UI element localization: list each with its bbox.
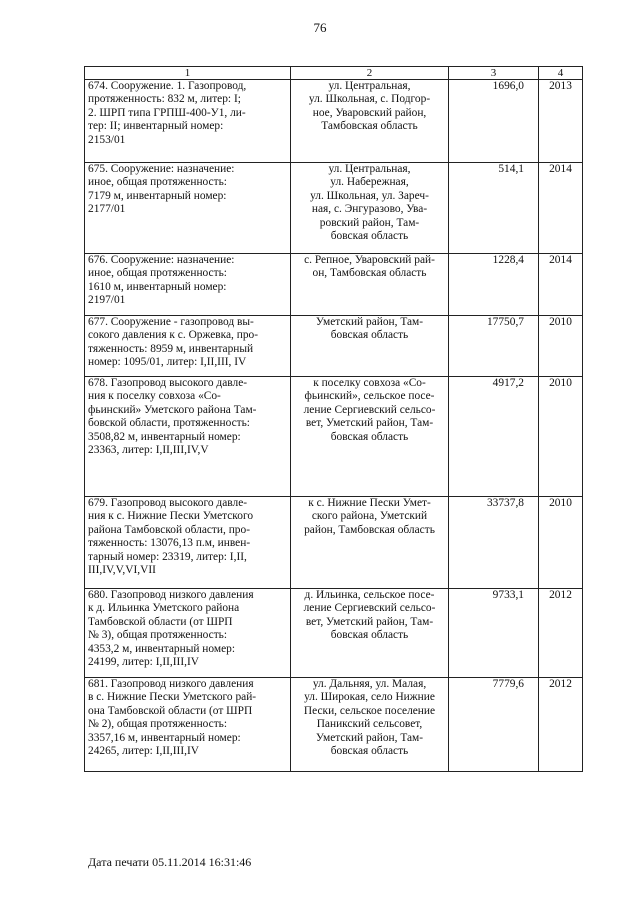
table-row <box>85 254 583 316</box>
column-header-4: 4 <box>539 67 583 80</box>
table-row <box>85 163 583 254</box>
object-value: 4917,2 <box>449 377 539 497</box>
object-value: 1696,0 <box>449 80 539 163</box>
object-description-text: 681. Газопровод низкого давления в с. Нижние Пески Уметского рай- она Тамбовской области (от ШРП № 2), общая протяженность: 3357,16 м, инвентарный номер: 24265, литер: I,II,III,IV <box>88 678 257 758</box>
object-description <box>85 254 291 316</box>
object-year: 2010 <box>539 497 583 589</box>
print-date-footer: Дата печати 05.11.2014 16:31:46 <box>88 855 252 869</box>
object-year: 2010 <box>539 377 583 497</box>
object-description-text: 676. Сооружение: назначение: иное, общая протяженность: 1610 м, инвентарный номер: 2197/01 <box>88 254 235 307</box>
object-description-text: 678. Газопровод высокого давле- ния к поселку совхоза «Со- фьинский» Уметского района Там- бовской области, протяженность: 3508,82 м, инвентарный номер: 23363, литер: I,II,III,IV,V <box>88 377 257 457</box>
object-location <box>291 316 449 377</box>
object-location-text: д. Ильинка, сельское посе- ление Сергиевский сельсо- вет, Уметский район, Там- бовская область <box>303 589 436 642</box>
object-year: 2012 <box>539 678 583 772</box>
object-value: 9733,1 <box>449 589 539 678</box>
object-value: 7779,6 <box>449 678 539 772</box>
table-row <box>85 80 583 163</box>
property-registry-table <box>84 66 583 772</box>
object-value: 33737,8 <box>449 497 539 589</box>
object-location-text: ул. Центральная, ул. Набережная, ул. Школьная, ул. Зареч- ная, с. Энгуразово, Ува- ровский район, Там- бовская область <box>310 163 429 243</box>
object-location-text: с. Репное, Уваровский рай- он, Тамбовская область <box>304 254 435 280</box>
object-year: 2014 <box>539 254 583 316</box>
object-location <box>291 678 449 772</box>
object-value: 1228,4 <box>449 254 539 316</box>
column-header-3: 3 <box>449 67 539 80</box>
object-location-text: ул. Центральная, ул. Школьная, с. Подгор- ное, Уваровский район, Тамбовская область <box>308 80 431 133</box>
object-year: 2012 <box>539 589 583 678</box>
object-location <box>291 254 449 316</box>
object-description <box>85 497 291 589</box>
object-location-text: к с. Нижние Пески Умет- ского района, Уметский район, Тамбовская область <box>304 497 435 536</box>
object-location <box>291 163 449 254</box>
object-location-text: к поселку совхоза «Со- фьинский», сельское посе- ление Сергиевский сельсо- вет, Уметский район, Там- бовская область <box>303 377 436 443</box>
object-location <box>291 589 449 678</box>
object-description-text: 677. Сооружение - газопровод вы- сокого давления к с. Оржевка, про- тяженность: 8959 м, инвентарный номер: 1095/01, литер: I,II,III, IV <box>88 316 259 369</box>
header-row <box>85 67 583 80</box>
table-row <box>85 316 583 377</box>
object-value: 17750,7 <box>449 316 539 377</box>
object-description-text: 675. Сооружение: назначение: иное, общая протяженность: 7179 м, инвентарный номер: 2177/01 <box>88 163 235 216</box>
object-year: 2014 <box>539 163 583 254</box>
object-description <box>85 377 291 497</box>
object-description <box>85 678 291 772</box>
table-row <box>85 497 583 589</box>
object-location <box>291 497 449 589</box>
table-row <box>85 589 583 678</box>
object-description-text: 679. Газопровод высокого давле- ния к с. Нижние Пески Уметского района Тамбовской области, про- тяженность: 13076,13 п.м, инвен- тарный номер: 23319, литер: I,II, III,IV,V,VI,VII <box>88 497 254 577</box>
table-row <box>85 377 583 497</box>
object-description <box>85 163 291 254</box>
object-description <box>85 80 291 163</box>
object-location-text: Уметский район, Там- бовская область <box>315 316 424 342</box>
object-location-text: ул. Дальняя, ул. Малая, ул. Широкая, село Нижние Пески, сельское поселение Паникский сельсовет, Уметский район, Там- бовская область <box>303 678 436 758</box>
object-value: 514,1 <box>449 163 539 254</box>
object-description-text: 680. Газопровод низкого давления к д. Ильинка Уметского района Тамбовской области (от ШРП № 3), общая протяженность: 4353,2 м, инвентарный номер: 24199, литер: I,II,III,IV <box>88 589 254 669</box>
table-row <box>85 678 583 772</box>
page-number: 76 <box>313 20 327 35</box>
object-year: 2013 <box>539 80 583 163</box>
object-location <box>291 377 449 497</box>
column-header-1: 1 <box>85 67 291 80</box>
object-year: 2010 <box>539 316 583 377</box>
object-location <box>291 80 449 163</box>
column-header-2: 2 <box>291 67 449 80</box>
object-description <box>85 589 291 678</box>
object-description-text: 674. Сооружение. 1. Газопровод, протяженность: 832 м, литер: I; 2. ШРП типа ГРПШ-400-У1, ли- тер: II; инвентарный номер: 2153/01 <box>88 80 247 146</box>
object-description <box>85 316 291 377</box>
